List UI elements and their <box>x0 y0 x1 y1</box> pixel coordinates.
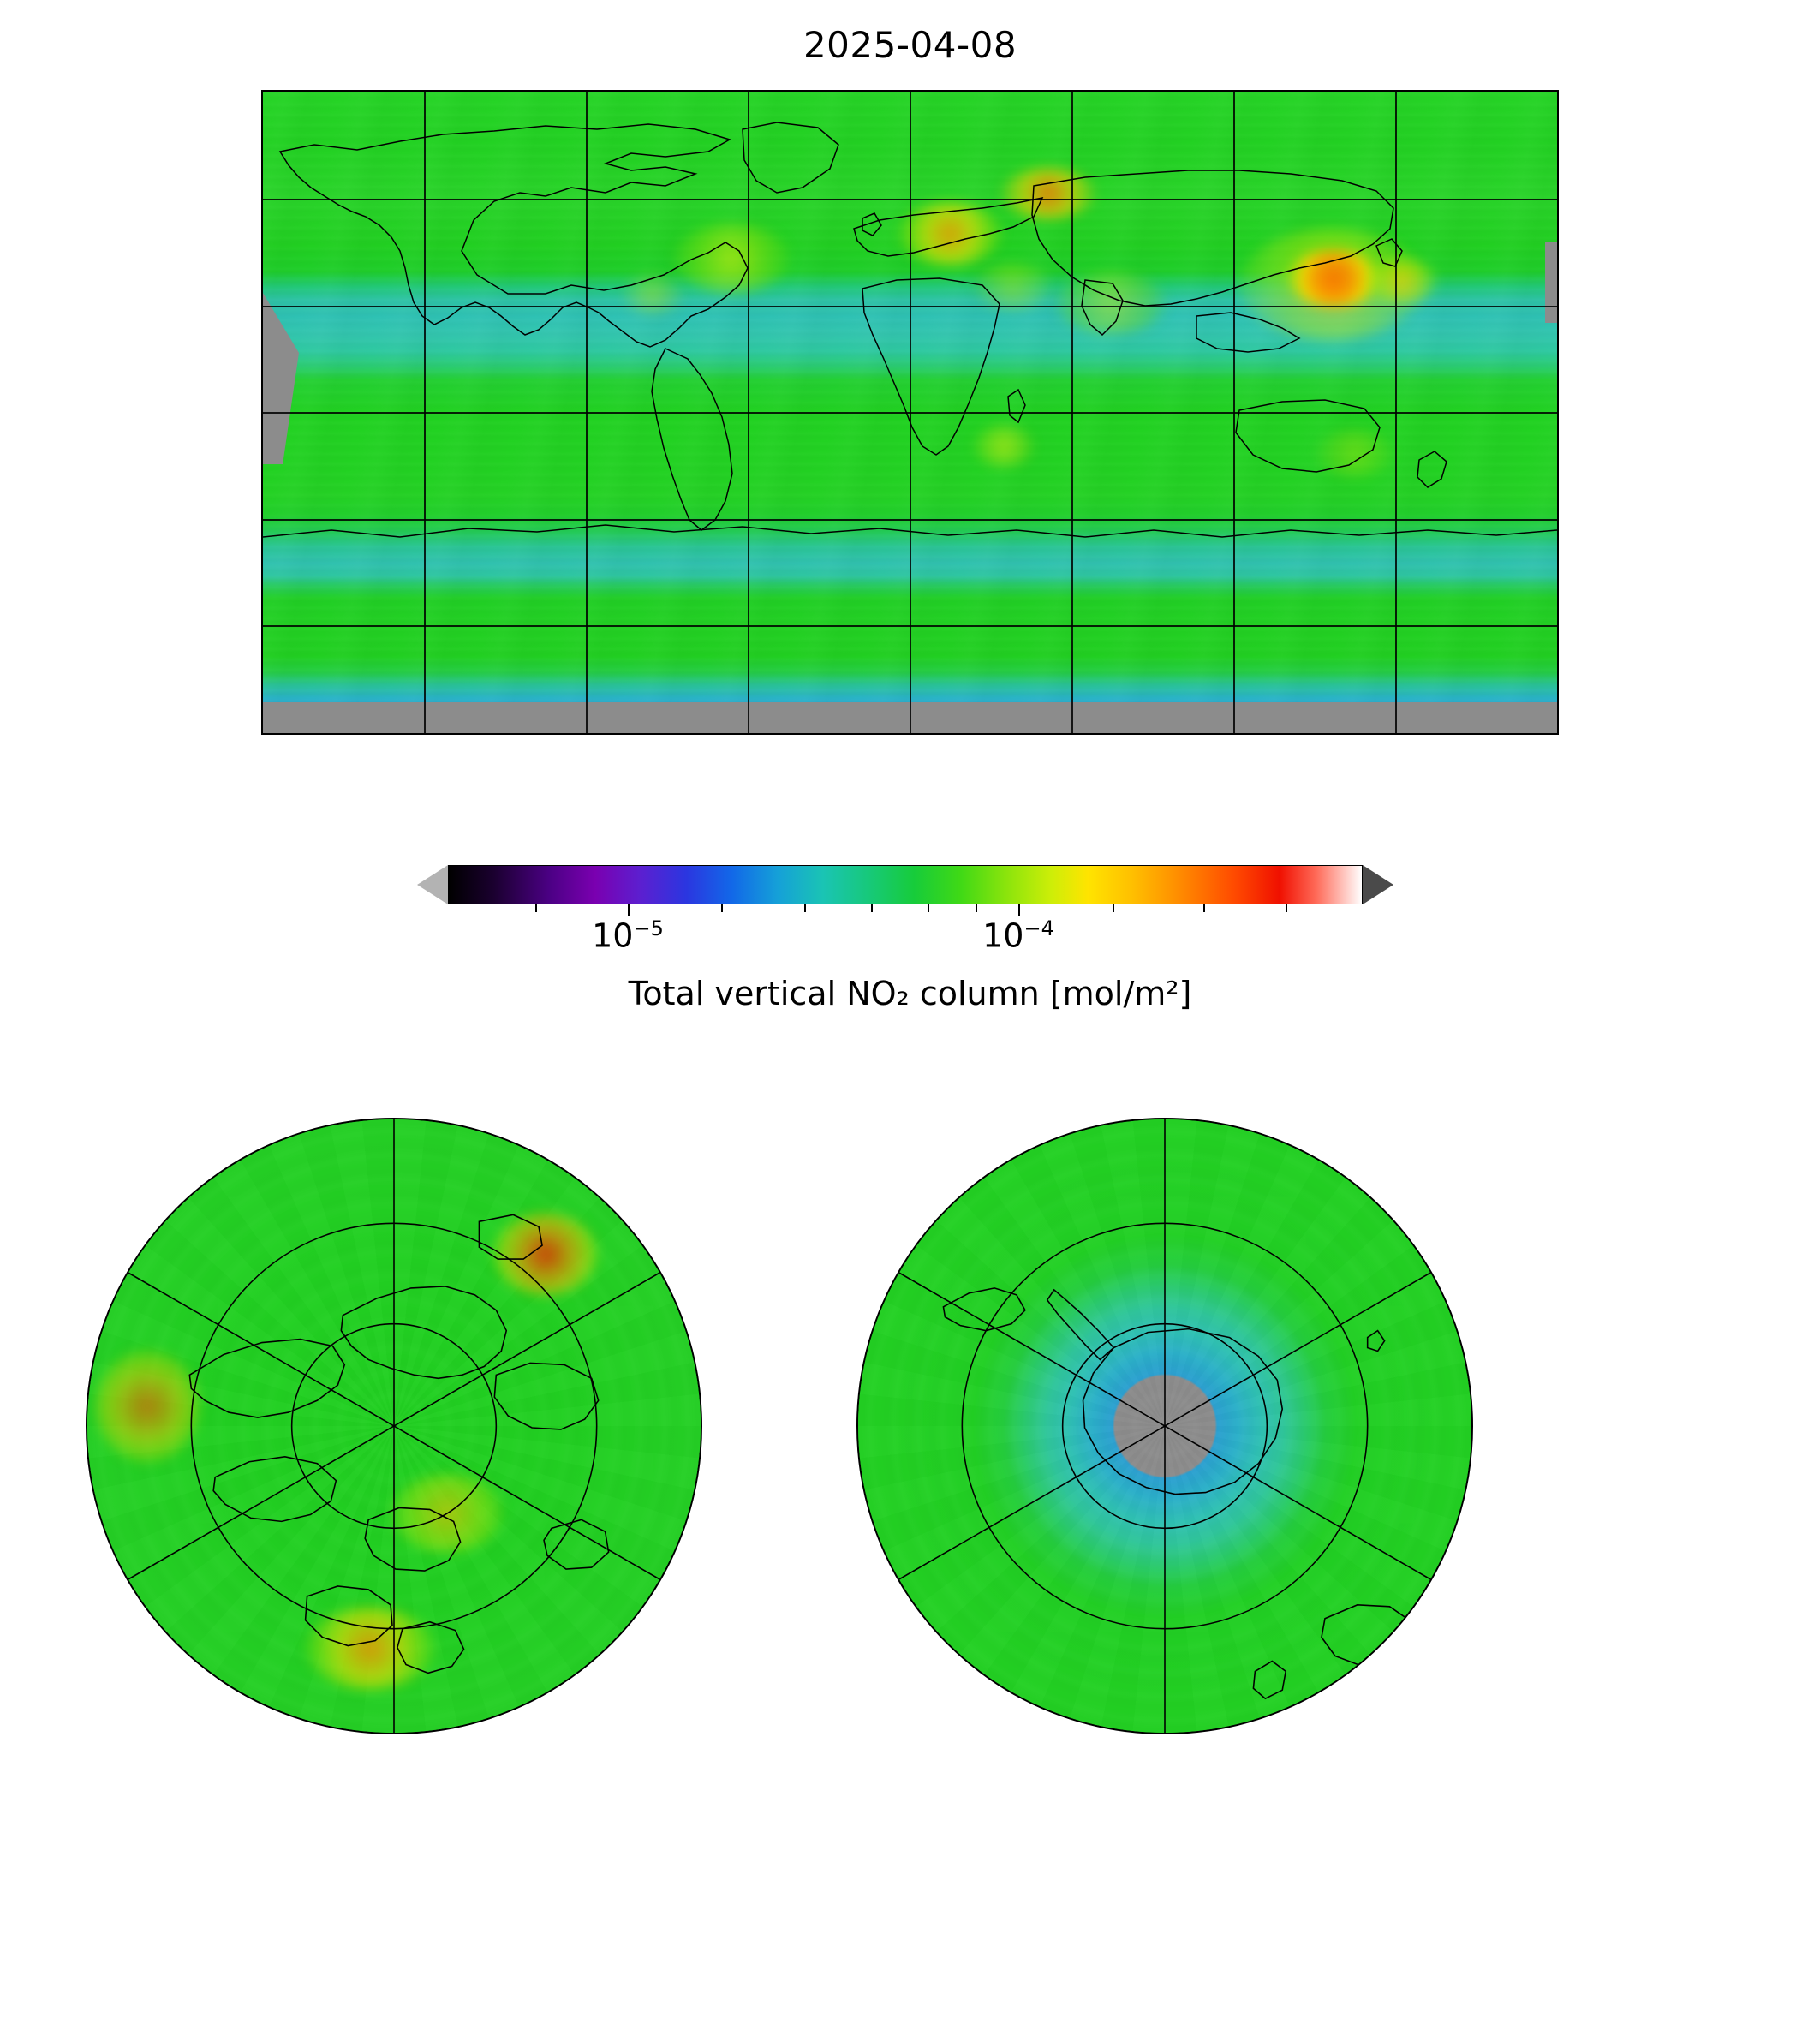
colorbar-tick <box>535 904 537 912</box>
polar-north-graticule <box>87 1119 701 1733</box>
global-map-canvas <box>263 92 1557 733</box>
colorbar-tick <box>928 904 929 912</box>
colorbar-tick <box>1286 904 1287 912</box>
graticule-parallel <box>263 412 1557 414</box>
colorbar-tick <box>1203 904 1205 912</box>
colorbar-axis-label: Total vertical NO₂ column [mol/m²] <box>628 975 1192 1012</box>
colorbar-tick <box>871 904 873 912</box>
colorbar-tick-major <box>1018 904 1020 916</box>
polar-north-panel <box>86 1118 702 1734</box>
colorbar-tick <box>1113 904 1114 912</box>
polar-south-panel <box>856 1118 1473 1734</box>
colorbar-under-cap <box>417 865 448 904</box>
page-title: 2025-04-08 <box>803 24 1017 66</box>
colorbar <box>417 865 1393 955</box>
colorbar-tick-label-1e-4: $10^{-4}$ <box>982 916 1054 955</box>
graticule-parallel <box>263 625 1557 627</box>
polar-north-disc <box>86 1118 702 1734</box>
colorbar-tick <box>976 904 977 912</box>
exponent-minus-4: −4 <box>1023 916 1054 940</box>
colorbar-tick-label-1e-5: $10^{-5}$ <box>592 916 664 955</box>
graticule-parallel <box>263 306 1557 307</box>
graticule-parallel <box>263 519 1557 521</box>
global-map-panel <box>261 90 1559 735</box>
exponent-minus-5: −5 <box>633 916 664 940</box>
colorbar-tick <box>721 904 723 912</box>
colorbar-tick <box>804 904 806 912</box>
polar-south-graticule <box>858 1119 1471 1733</box>
colorbar-over-cap <box>1363 865 1393 904</box>
colorbar-gradient <box>448 865 1363 904</box>
colorbar-tick-major <box>628 904 630 916</box>
polar-south-disc <box>856 1118 1473 1734</box>
graticule-parallel <box>263 199 1557 200</box>
